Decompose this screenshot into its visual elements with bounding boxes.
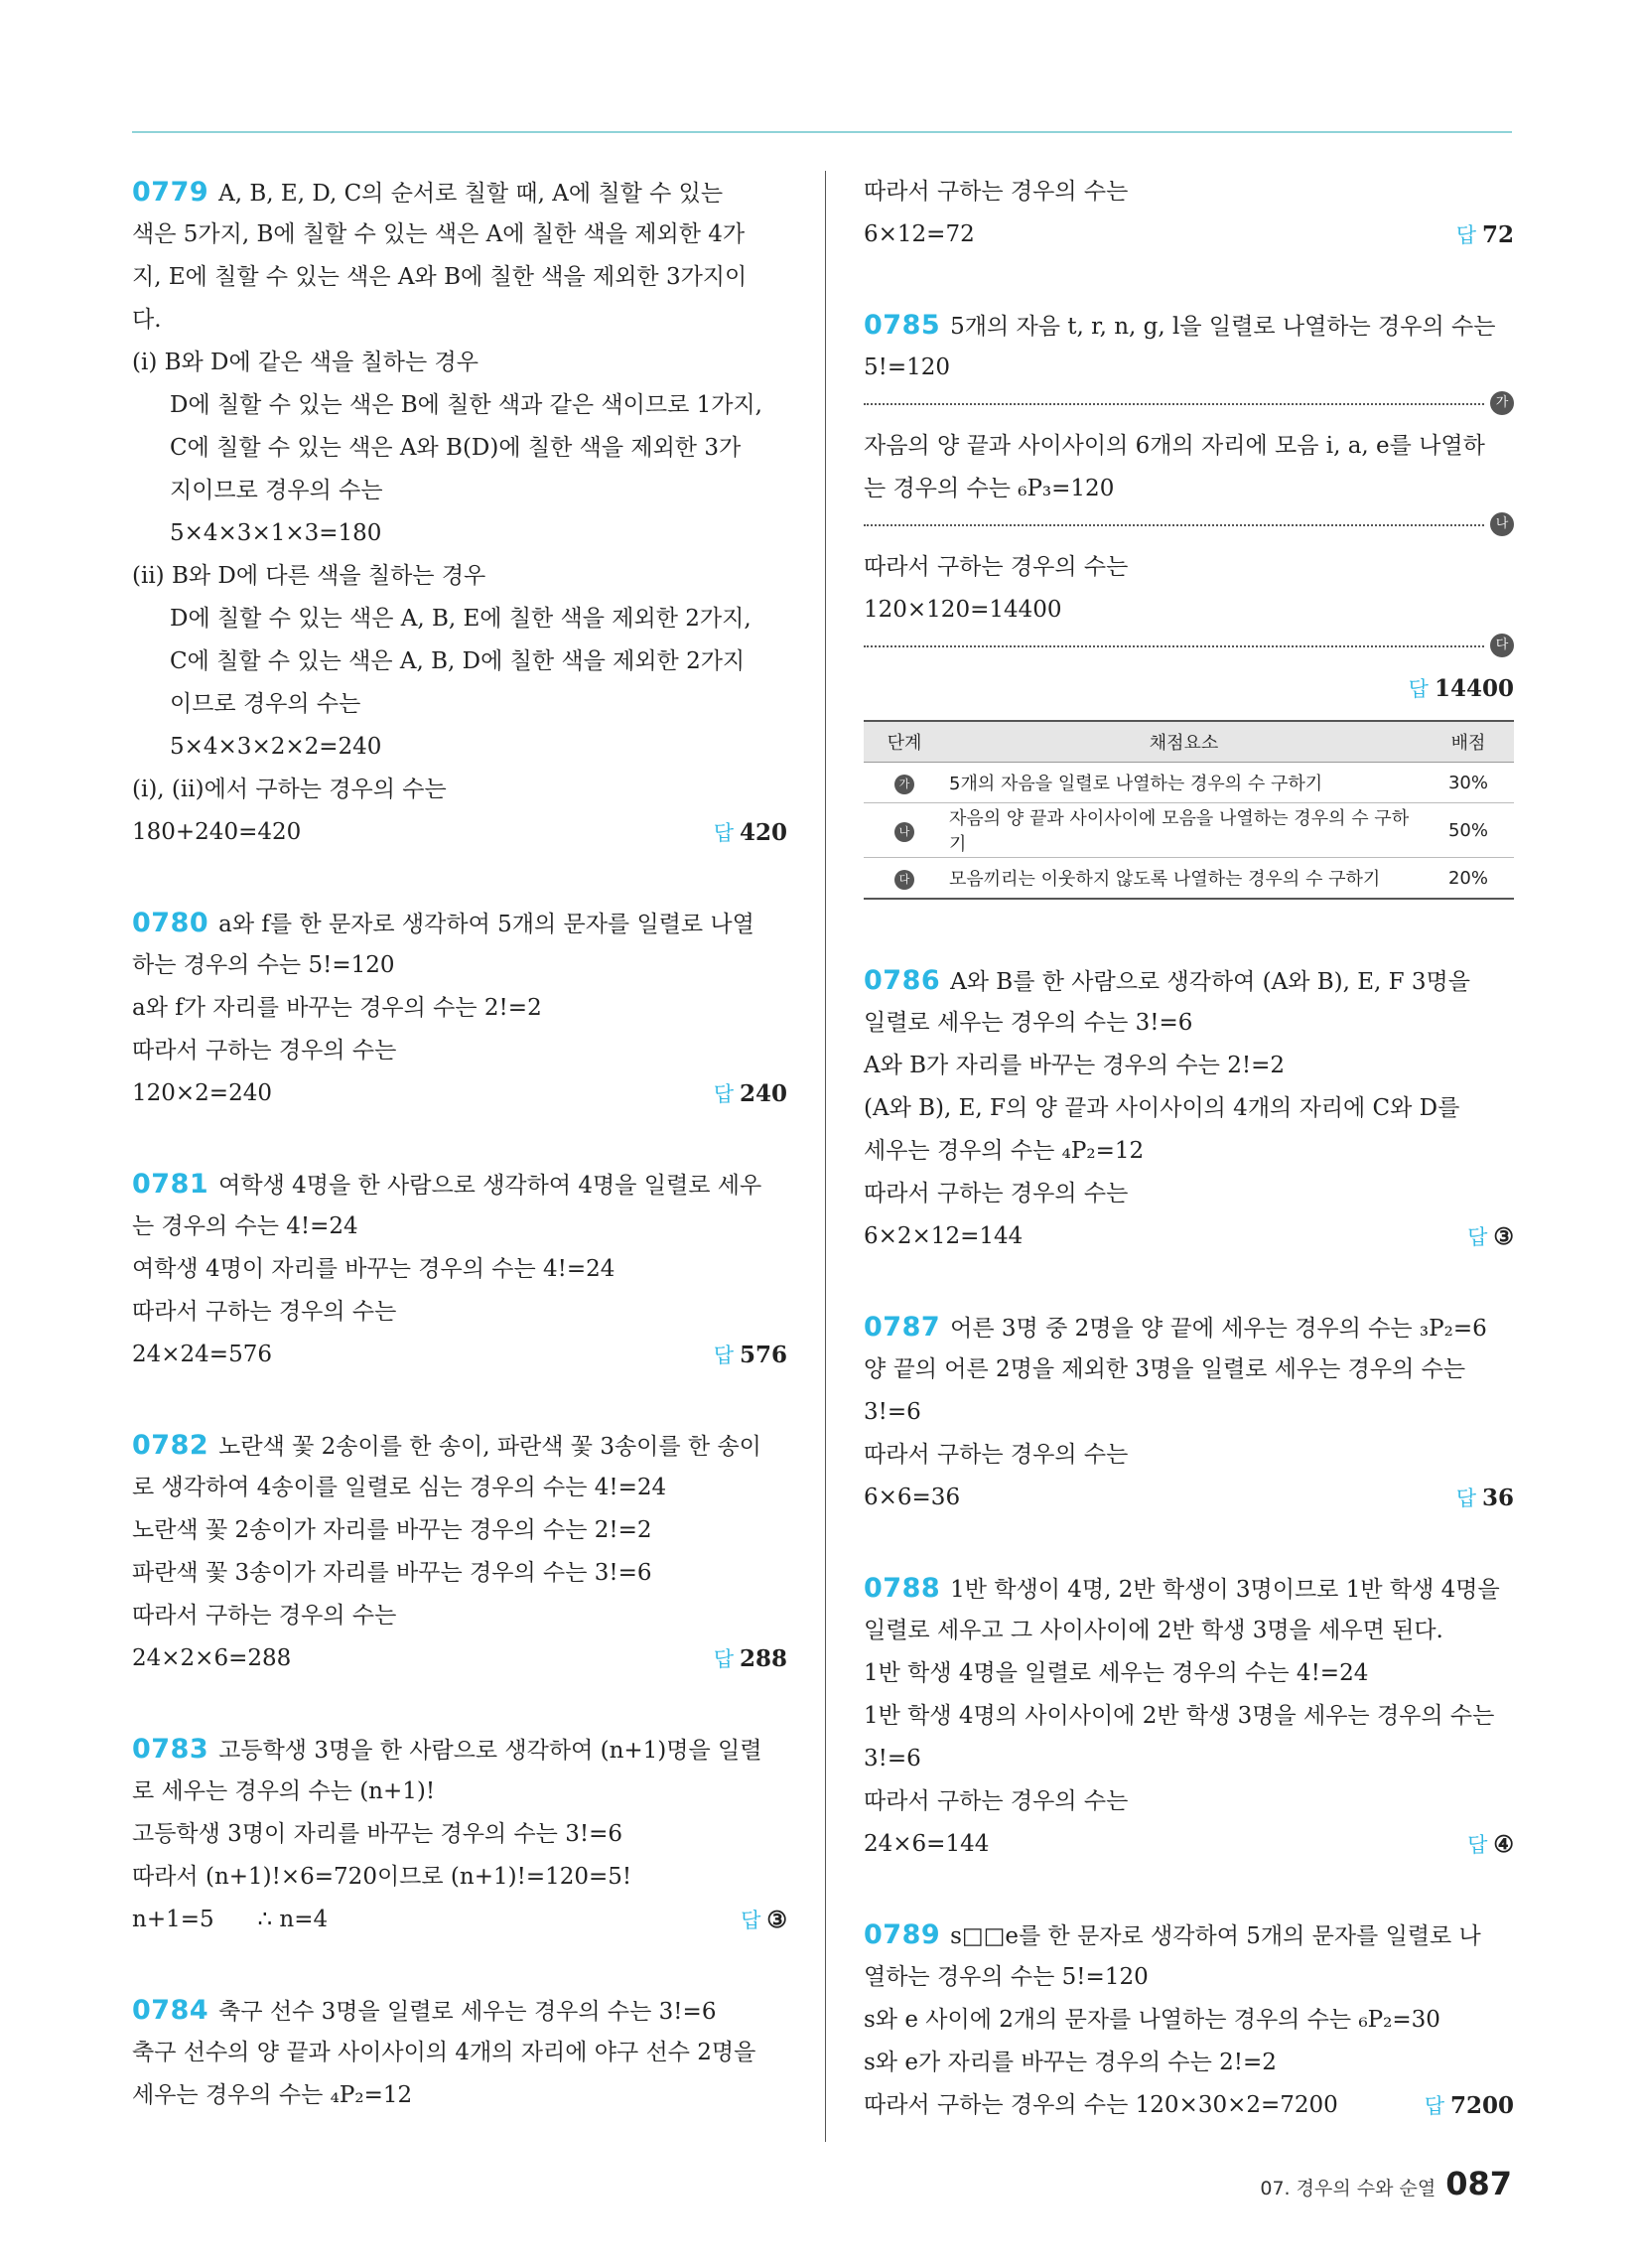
text-line: s와 e가 자리를 바꾸는 경우의 수는 2!=2: [864, 2050, 1277, 2075]
text-line: s와 e 사이에 2개의 문자를 나열하는 경우의 수는 ₆P₂=30: [864, 2007, 1440, 2033]
equation: 180+240=420: [132, 819, 302, 845]
text-line: 따라서 구하는 경우의 수는: [864, 1788, 1129, 1814]
text-line: 1반 학생 4명의 사이사이에 2반 학생 3명을 세우는 경우의 수는: [864, 1703, 1495, 1729]
equation: n+1=5 ∴ n=4: [132, 1907, 329, 1932]
text-line: 1반 학생 4명을 일렬로 세우는 경우의 수는 4!=24: [864, 1660, 1369, 1686]
answer-value: ④: [1493, 1831, 1514, 1858]
answer-value: 72: [1481, 221, 1514, 248]
rubric-row: [864, 858, 1514, 900]
text-line: 1반 학생이 4명, 2반 학생이 3명이므로 1반 학생 4명을: [950, 1577, 1500, 1603]
equation: 24×6=144: [864, 1831, 990, 1857]
answer-value: 7200: [1449, 2092, 1514, 2119]
problem-0784: [132, 1989, 787, 2117]
page-footer: [1260, 2165, 1512, 2202]
problem-number: 0788: [864, 1573, 941, 1604]
answer: [1467, 1215, 1514, 1259]
answer: [1409, 667, 1514, 711]
answer: [1467, 1823, 1514, 1867]
top-rule: [132, 131, 1512, 133]
answer: [741, 1899, 787, 1942]
text-line: 따라서 구하는 경우의 수는: [864, 1442, 1129, 1468]
rubric-score: 50%: [1423, 803, 1514, 858]
problem-0788: [864, 1567, 1514, 1866]
equation: 6×6=36: [864, 1485, 961, 1510]
text-line: a와 f가 자리를 바꾸는 경우의 수는 2!=2: [132, 995, 542, 1021]
text-line: 파란색 꽃 3송이가 자리를 바꾸는 경우의 수는 3!=6: [132, 1560, 652, 1586]
answer-label: 답: [1467, 1225, 1488, 1249]
answer: [714, 1637, 787, 1681]
problem-0784-continued: [864, 171, 1514, 256]
answer-label: 답: [1424, 2094, 1444, 2118]
text-line: 따라서 구하는 경우의 수는: [864, 1181, 1129, 1206]
problem-number: 0783: [132, 1734, 209, 1765]
rubric-row: [864, 803, 1514, 858]
text-line: 축구 선수의 양 끝과 사이사이의 4개의 자리에 야구 선수 2명을: [132, 2040, 756, 2065]
answer-label: 답: [713, 821, 734, 845]
text-line: 는 경우의 수는 4!=24: [132, 1213, 358, 1239]
rubric-item: 5개의 자음을 일렬로 나열하는 경우의 수 구하기: [945, 763, 1423, 803]
step-mark: 다: [894, 870, 914, 890]
text-line: 이므로 경우의 수는: [170, 691, 361, 717]
text-line: 양 끝의 어른 2명을 제외한 3명을 일렬로 세우는 경우의 수는: [864, 1356, 1466, 1382]
text-line: 여학생 4명을 한 사람으로 생각하여 4명을 일렬로 세우: [218, 1173, 762, 1199]
answer-value: 36: [1481, 1485, 1514, 1511]
rubric-header-row: [864, 721, 1514, 763]
answer-label: 답: [1467, 1833, 1488, 1857]
answer-value: 288: [739, 1645, 787, 1672]
rubric-score: 30%: [1423, 763, 1514, 803]
case-heading: (ii) B와 D에 다른 색을 칠하는 경우: [132, 563, 486, 589]
equation: 6×12=72: [864, 221, 975, 247]
equation: 6×2×12=144: [864, 1223, 1024, 1249]
answer-value: 14400: [1434, 675, 1514, 702]
text-line: (A와 B), E, F의 양 끝과 사이사이의 4개의 자리에 C와 D를: [864, 1095, 1460, 1121]
right-column: [864, 171, 1514, 2175]
text-line: 여학생 4명이 자리를 바꾸는 경우의 수는 4!=24: [132, 1256, 616, 1282]
answer: [1456, 213, 1514, 257]
text-line: 다.: [132, 307, 162, 333]
text-line: 열하는 경우의 수는 5!=120: [864, 1964, 1149, 1990]
problem-number: 0784: [132, 1995, 209, 2026]
case-heading: (i) B와 D에 같은 색을 칠하는 경우: [132, 350, 479, 375]
answer: [714, 1072, 787, 1116]
equation: 120×2=240: [132, 1080, 272, 1106]
answer-value: 420: [739, 819, 787, 846]
rubric-item: 모음끼리는 이웃하지 않도록 나열하는 경우의 수 구하기: [945, 858, 1423, 900]
text-line: 3!=6: [864, 1399, 921, 1425]
step-separator-a: [864, 389, 1514, 419]
left-column: [132, 171, 787, 2165]
text-line: 따라서 구하는 경우의 수는: [864, 554, 1129, 580]
text-line: 지, E에 칠할 수 있는 색은 A와 B에 칠한 색을 제외한 3가지이: [132, 264, 748, 290]
problem-0782: [132, 1424, 787, 1680]
text-line: 는 경우의 수는 ₆P₃=120: [864, 476, 1115, 501]
answer: [1425, 2084, 1514, 2128]
step-mark-a: 가: [1490, 391, 1514, 415]
problem-0783: [132, 1728, 787, 1941]
text-line: C에 칠할 수 있는 색은 A와 B(D)에 칠한 색을 제외한 3가: [170, 435, 742, 461]
rubric-item: 자음의 양 끝과 사이사이에 모음을 나열하는 경우의 수 구하기: [945, 803, 1423, 858]
text-line: 따라서 구하는 경우의 수는 120×30×2=7200: [864, 2092, 1338, 2118]
text-line: 일렬로 세우고 그 사이사이에 2반 학생 3명을 세우면 된다.: [864, 1618, 1443, 1643]
step-separator-c: [864, 632, 1514, 661]
equation: 24×2×6=288: [132, 1645, 292, 1671]
equation: 24×24=576: [132, 1342, 272, 1367]
rubric-header-score: 배점: [1450, 733, 1486, 754]
answer-label: 답: [713, 1082, 734, 1106]
problem-number: 0785: [864, 310, 941, 341]
answer-value: ③: [1493, 1223, 1514, 1250]
problem-0786: [864, 959, 1514, 1258]
text-line: D에 칠할 수 있는 색은 B에 칠한 색과 같은 색이므로 1가지,: [170, 392, 762, 418]
text-line: A, B, E, D, C의 순서로 칠할 때, A에 칠할 수 있는: [218, 181, 724, 207]
text-line: s□□e를 한 문자로 생각하여 5개의 문자를 일렬로 나: [950, 1923, 1481, 1949]
text-line: 따라서 구하는 경우의 수는: [132, 1299, 397, 1325]
problem-0780: [132, 902, 787, 1115]
problem-number: 0779: [132, 177, 209, 208]
rubric-row: [864, 763, 1514, 803]
rubric-header-step: 단계: [887, 733, 922, 754]
text-line: 일렬로 세우는 경우의 수는 3!=6: [864, 1010, 1193, 1036]
answer-value: ③: [766, 1907, 787, 1933]
text-line: 축구 선수 3명을 일렬로 세우는 경우의 수는 3!=6: [218, 1999, 717, 2025]
text-line: 노란색 꽃 2송이를 한 송이, 파란색 꽃 3송이를 한 송이: [218, 1434, 761, 1460]
problem-0787: [864, 1306, 1514, 1519]
problem-0779: [132, 171, 787, 854]
text-line: 따라서 구하는 경우의 수는: [864, 179, 1129, 205]
text-line: 지이므로 경우의 수는: [170, 478, 383, 503]
step-separator-b: [864, 510, 1514, 540]
equation: 5×4×3×2×2=240: [170, 734, 382, 760]
problem-0781: [132, 1163, 787, 1376]
text-line: C에 칠할 수 있는 색은 A, B, D에 칠한 색을 제외한 2가지: [170, 648, 746, 674]
text-line: a와 f를 한 문자로 생각하여 5개의 문자를 일렬로 나열: [218, 912, 754, 937]
step-mark: 가: [894, 775, 914, 794]
equation: 120×120=14400: [864, 597, 1062, 623]
text-line: 하는 경우의 수는 5!=120: [132, 952, 395, 978]
rubric-score: 20%: [1423, 858, 1514, 900]
text-line: 고등학생 3명이 자리를 바꾸는 경우의 수는 3!=6: [132, 1821, 622, 1847]
answer-label: 답: [1455, 1487, 1476, 1510]
answer-value: 576: [739, 1342, 787, 1368]
problem-number: 0781: [132, 1169, 209, 1200]
answer-value: 240: [739, 1080, 787, 1107]
answer-label: 답: [741, 1909, 761, 1932]
text-line: 따라서 구하는 경우의 수는: [132, 1038, 397, 1063]
answer-label: 답: [713, 1647, 734, 1671]
chapter-title: 07. 경우의 수와 순열: [1260, 2178, 1437, 2199]
text-line: 로 생각하여 4송이를 일렬로 심는 경우의 수는 4!=24: [132, 1475, 667, 1500]
equation: 5!=120: [864, 354, 951, 380]
problem-number: 0780: [132, 908, 209, 938]
text-line: D에 칠할 수 있는 색은 A, B, E에 칠한 색을 제외한 2가지,: [170, 606, 752, 632]
problem-0785: [864, 304, 1514, 900]
answer: [1456, 1477, 1514, 1520]
text-line: 따라서 구하는 경우의 수는: [132, 1603, 397, 1629]
answer-label: 답: [1455, 223, 1476, 247]
problem-0789: [864, 1914, 1514, 2127]
text-line: 어른 3명 중 2명을 양 끝에 세우는 경우의 수는 ₃P₂=6: [950, 1316, 1487, 1342]
page-number: 087: [1445, 2165, 1512, 2202]
step-mark-b: 나: [1490, 512, 1514, 536]
text-line: 색은 5가지, B에 칠할 수 있는 색은 A에 칠한 색을 제외한 4가: [132, 221, 746, 247]
problem-number: 0782: [132, 1430, 209, 1461]
text-line: A와 B가 자리를 바꾸는 경우의 수는 2!=2: [864, 1053, 1285, 1078]
text-line: (i), (ii)에서 구하는 경우의 수는: [132, 777, 447, 802]
text-line: 세우는 경우의 수는 ₄P₂=12: [864, 1138, 1145, 1164]
text-line: 따라서 (n+1)!×6=720이므로 (n+1)!=120=5!: [132, 1864, 632, 1890]
text-line: 로 세우는 경우의 수는 (n+1)!: [132, 1778, 436, 1804]
text-line: 자음의 양 끝과 사이사이의 6개의 자리에 모음 i, a, e를 나열하: [864, 433, 1485, 459]
problem-number: 0789: [864, 1919, 941, 1950]
text-line: 3!=6: [864, 1746, 921, 1772]
answer-label: 답: [713, 1344, 734, 1367]
answer: [714, 811, 787, 855]
text-line: 세우는 경우의 수는 ₄P₂=12: [132, 2082, 413, 2108]
step-mark-c: 다: [1490, 634, 1514, 657]
problem-number: 0787: [864, 1312, 941, 1343]
text-line: 고등학생 3명을 한 사람으로 생각하여 (n+1)명을 일렬: [218, 1738, 762, 1764]
rubric-header-item: 채점요소: [1149, 733, 1219, 754]
answer: [714, 1334, 787, 1377]
answer-label: 답: [1408, 677, 1429, 701]
scoring-rubric-table: [864, 720, 1514, 900]
text-line: A와 B를 한 사람으로 생각하여 (A와 B), E, F 3명을: [950, 969, 1470, 995]
problem-number: 0786: [864, 965, 941, 996]
step-mark: 나: [894, 822, 914, 842]
equation: 5×4×3×1×3=180: [170, 520, 382, 546]
column-divider: [825, 171, 826, 2142]
text-line: 노란색 꽃 2송이가 자리를 바꾸는 경우의 수는 2!=2: [132, 1517, 652, 1543]
text-line: 5개의 자음 t, r, n, g, l을 일렬로 나열하는 경우의 수는: [950, 314, 1496, 340]
